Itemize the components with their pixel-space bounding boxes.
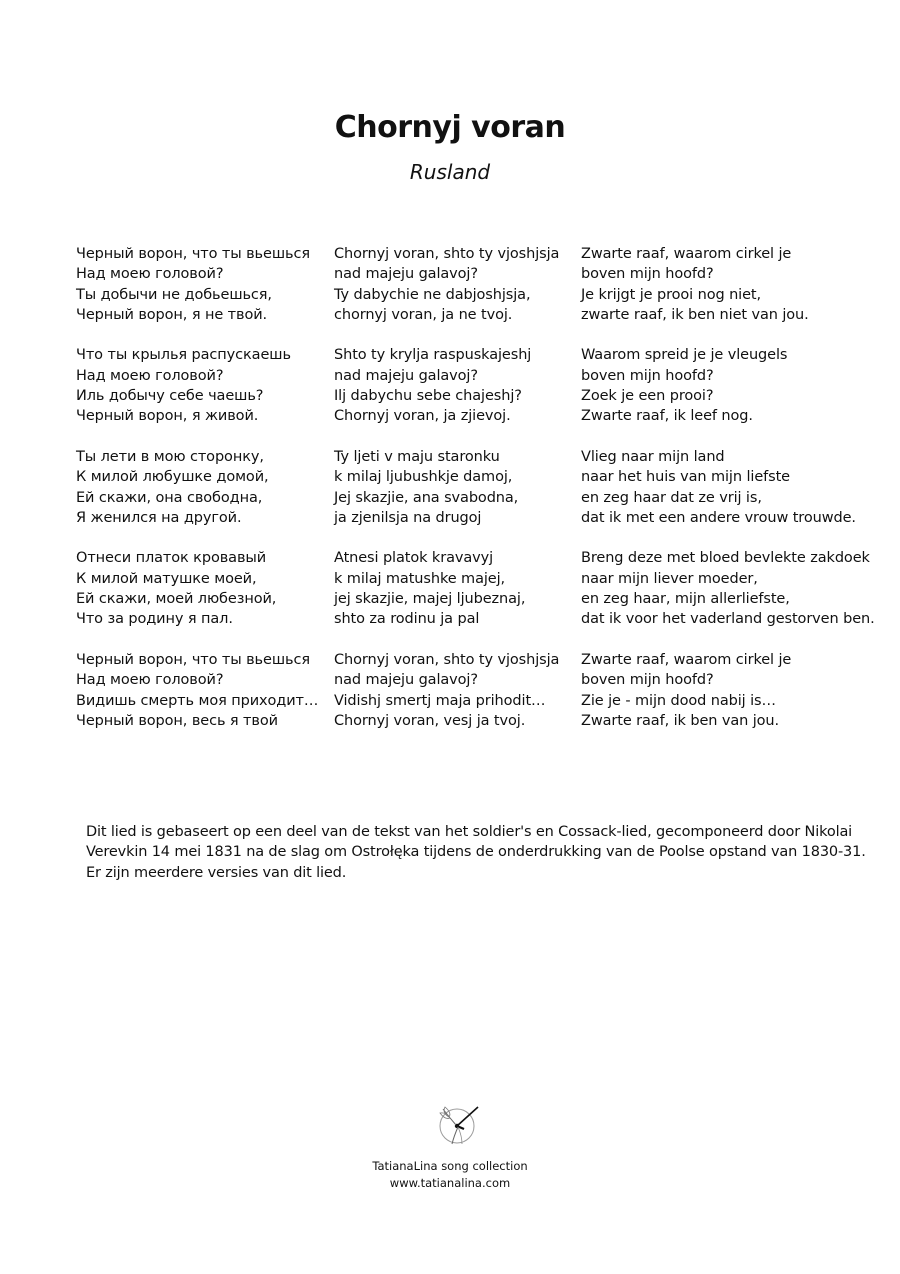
note-line: Er zijn meerdere versies van dit lied. [86,864,347,881]
lyric-line: en zeg haar dat ze vrij is, [581,489,762,506]
lyric-line: boven mijn hoofd? [581,367,714,384]
lyric-line: Je krijgt je prooi nog niet, [581,286,762,303]
stanza [76,447,326,528]
lyric-line: Breng deze met bloed bevlekte zakdoek [581,550,870,567]
lyric-line: Черный ворон, что ты вьешься [76,651,310,668]
lyric-line: Chornyj voran, shto ty vjoshjsja [334,651,560,668]
lyric-line: en zeg haar, mijn allerliefste, [581,591,790,608]
stanza [334,650,574,731]
lyric-line: dat ik met een andere vrouw trouwde. [581,509,856,526]
lyric-line: k milaj ljubushkje damoj, [334,469,513,486]
lyric-line: Ей скажи, моей любезной, [76,591,277,608]
lyric-line: Ilj dabychu sebe chajeshj? [334,388,522,405]
stanza [76,244,326,325]
lyric-line: boven mijn hoofd? [581,266,714,283]
lyric-line: Jej skazjie, ana svabodna, [334,489,519,506]
lyric-line: Vlieg naar mijn land [581,448,725,465]
stanza [581,447,881,528]
lyric-line: Иль добычу себе чаешь? [76,388,264,405]
lyric-line: Над моею головой? [76,672,224,689]
lyric-line: chornyj voran, ja ne tvoj. [334,306,513,323]
lyric-line: Отнеси платок кровавый [76,550,267,567]
lyric-line: Черный ворон, я не твой. [76,306,268,323]
lyric-line: К милой матушке моей, [76,570,257,587]
lyrics-column-russian [76,244,326,751]
lyric-line: Zwarte raaf, waarom cirkel je [581,246,792,262]
lyric-line: Видишь смерть моя приходит… [76,692,319,709]
stanza [581,548,881,629]
dragonfly-clock-icon [437,1103,481,1147]
lyric-line: Я женился на другой. [76,509,242,526]
lyric-line: Ты лети в мою сторонку, [76,448,264,465]
song-title: Chornyj voran [334,110,566,145]
lyric-line: Zwarte raaf, waarom cirkel je [581,651,792,668]
lyric-line: Что за родину я пал. [76,611,233,628]
stanza [334,447,574,528]
lyric-line: naar mijn liever moeder, [581,570,758,587]
note-line: Dit lied is gebaseert op een deel van de tekst van het soldier's en Cossack-lied, gecomponeerd door Nikolai [86,824,853,840]
stanza [76,345,326,426]
song-origin: Rusland [409,160,491,184]
lyric-line: boven mijn hoofd? [581,672,714,689]
lyric-line: Shto ty krylja raspuskajeshj [334,347,532,364]
lyric-line: Vidishj smertj maja prihodit… [334,692,546,709]
lyric-line: jej skazjie, majej ljubeznaj, [334,591,526,608]
lyric-line: nad majeju galavoj? [334,266,478,283]
song-note [86,822,866,883]
note-line: Verevkin 14 mei 1831 na de slag om Ostrołęka tijdens de onderdrukking van de Poolse opstand van 1830-31. [86,844,866,861]
lyric-line: Zwarte raaf, ik ben van jou. [581,712,780,729]
stanza [76,548,326,629]
lyric-line: Ей скажи, она свободна, [76,489,263,506]
lyrics-column-transliteration [334,244,574,751]
lyric-line: ja zjenilsja na drugoj [334,509,482,526]
lyric-line: К милой любушке домой, [76,469,269,486]
stanza [334,548,574,629]
lyric-line: Chornyj voran, shto ty vjoshjsja [334,246,560,262]
lyrics-column-dutch [581,244,881,751]
stanza [334,345,574,426]
lyric-line: Zoek je een prooi? [581,388,714,405]
lyric-line: Waarom spreid je je vleugels [581,347,788,364]
lyric-line: Chornyj voran, ja zjievoj. [334,408,511,425]
lyric-line: Ты добычи не добьешься, [76,286,272,303]
stanza [334,244,574,325]
lyric-line: Ty dabychie ne dabjoshjsja, [334,286,531,303]
lyric-line: Над моею головой? [76,266,224,283]
stanza [76,650,326,731]
lyric-line: Черный ворон, я живой. [76,408,259,425]
lyric-line: Ty ljeti v maju staronku [334,448,500,465]
lyric-line: Chornyj voran, vesj ja tvoj. [334,712,526,729]
lyric-line: dat ik voor het vaderland gestorven ben. [581,611,875,628]
lyric-line: Zwarte raaf, ik leef nog. [581,408,753,425]
lyric-line: Над моею головой? [76,367,224,384]
lyric-line: nad majeju galavoj? [334,672,478,689]
lyric-line: Черный ворон, что ты вьешься [76,246,310,262]
lyric-line: Atnesi platok kravavyj [334,550,494,567]
footer-collection: TatianaLina song collection [372,1159,528,1173]
lyric-line: Что ты крылья распускаешь [76,347,291,364]
lyric-line: Zie je - mijn dood nabij is… [581,692,776,709]
footer [0,1158,900,1191]
stanza [581,244,881,325]
lyric-line: naar het huis van mijn liefste [581,469,790,486]
lyric-line: nad majeju galavoj? [334,367,478,384]
lyric-line: k milaj matushke majej, [334,570,506,587]
stanza [581,345,881,426]
lyric-line: zwarte raaf, ik ben niet van jou. [581,306,809,323]
stanza [581,650,881,731]
footer-website[interactable]: www.tatianalina.com [389,1175,511,1190]
lyric-line: shto za rodinu ja pal [334,611,480,628]
lyric-line: Черный ворон, весь я твой [76,712,278,729]
